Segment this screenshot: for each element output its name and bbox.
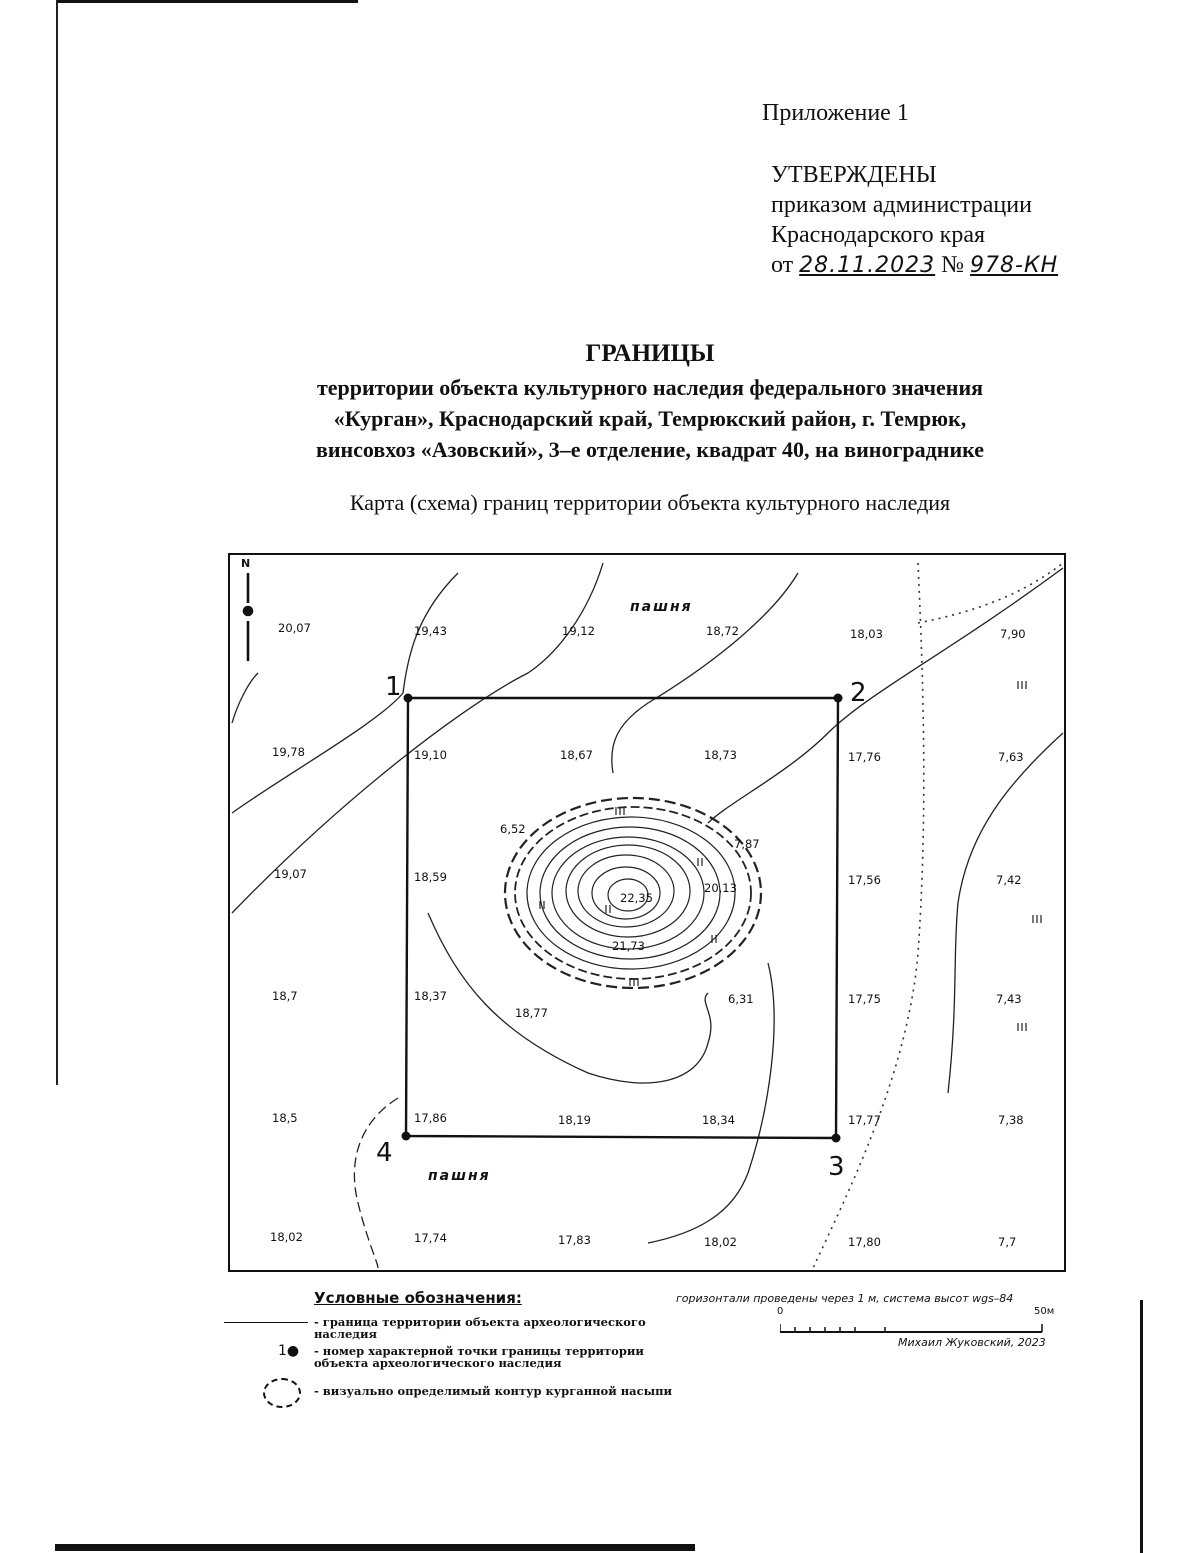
elevation-label: 18,7 [272, 989, 298, 1003]
corner-label-2: 2 [850, 678, 867, 708]
author-note: Михаил Жуковский, 2023 [898, 1336, 1046, 1349]
north-arrow [244, 573, 252, 661]
title-line-3: винсовхоз «Азовский», 3–е отделение, квадрат 40, на винограднике [315, 437, 985, 462]
scan-edge-top [58, 0, 358, 3]
elevation-label: 22,35 [620, 891, 653, 905]
elevation-label: 17,76 [848, 750, 881, 764]
date-prefix: от [771, 252, 794, 278]
order-number: 978-КН [970, 253, 1059, 278]
title-line-2: «Курган», Краснодарский край, Темрюкский район, г. Темрюк, [333, 406, 967, 431]
approved-line-2: Краснодарского края [771, 222, 986, 248]
elevation-label: 7,38 [998, 1113, 1024, 1127]
map-caption: Карта (схема) границ территории объекта культурного наследия [349, 490, 951, 515]
approval-block [771, 160, 1058, 281]
elevation-label: 18,02 [704, 1235, 737, 1249]
corner-label-1: 1 [385, 672, 402, 702]
elevation-label: 19,12 [562, 624, 595, 638]
corner-point-2 [834, 694, 843, 703]
elevation-label: 18,02 [270, 1230, 303, 1244]
elevation-label: 7,42 [996, 873, 1022, 887]
elevation-label: 17,80 [848, 1235, 881, 1249]
approved-title: УТВЕРЖДЕНЫ [771, 162, 937, 188]
legend-mound-desc: - визуально определимый контур курганной насыпи [314, 1384, 673, 1398]
document-title [200, 340, 1100, 465]
elevation-label: 17,74 [414, 1231, 447, 1245]
title-main: ГРАНИЦЫ [585, 340, 715, 367]
elevation-label: 19,43 [414, 624, 447, 638]
number-prefix: № [941, 252, 965, 278]
order-date: 28.11.2023 [799, 253, 936, 278]
elevation-label: 19,78 [272, 745, 305, 759]
scale-start: 0 [777, 1306, 784, 1317]
elevation-label: 18,77 [515, 1006, 548, 1020]
elevation-label: 7,90 [1000, 627, 1026, 641]
north-label: N [241, 557, 251, 570]
title-line-1: территории объекта культурного наследия федерального значения [316, 375, 984, 400]
elevation-label: 7,7 [998, 1235, 1017, 1249]
elevation-label: 18,37 [414, 989, 447, 1003]
elevation-label: 17,77 [848, 1113, 881, 1127]
legend-boundary-line [224, 1322, 308, 1323]
elevation-label: 18,5 [272, 1111, 298, 1125]
corner-point-3 [832, 1134, 841, 1143]
elevation-label: 19,07 [274, 867, 307, 881]
appendix-label: Приложение 1 [762, 100, 909, 126]
order-line [771, 250, 1058, 281]
boundary-polygon [406, 698, 838, 1138]
elevation-label: 17,56 [848, 873, 881, 887]
elevation-label: 18,67 [560, 748, 593, 762]
elevation-label: 7,63 [998, 750, 1024, 764]
elevation-label: 20,13 [704, 881, 737, 895]
elevation-label: 18,03 [850, 627, 883, 641]
corner-label-3: 3 [828, 1152, 845, 1182]
elevation-label: 21,73 [612, 939, 645, 953]
elevation-label: 18,59 [414, 870, 447, 884]
scan-edge-right [1140, 1300, 1143, 1553]
elevation-label: 19,10 [414, 748, 447, 762]
corner-label-4: 4 [376, 1138, 393, 1168]
elevation-label: 18,19 [558, 1113, 591, 1127]
elevation-label: 18,72 [706, 624, 739, 638]
corner-point-4 [402, 1132, 411, 1141]
legend-boundary-desc: - граница территории объекта археологического наследия [314, 1315, 646, 1341]
elevation-label: 17,75 [848, 992, 881, 1006]
contour-lines [232, 563, 1063, 1268]
scale-end: 50м [1034, 1306, 1055, 1317]
approved-line-1: приказом администрации [771, 192, 1032, 218]
map-svg [228, 553, 1068, 1273]
dotted-road [813, 563, 1063, 1268]
elevation-label: 6,31 [728, 992, 754, 1006]
scan-edge-bottom [55, 1544, 695, 1551]
corner-point-1 [404, 694, 413, 703]
elevation-label: 20,07 [278, 621, 311, 635]
boundary-map [228, 553, 1068, 1278]
elevation-label: 7,87 [734, 837, 760, 851]
elevation-label: 17,83 [558, 1233, 591, 1247]
elevation-label: 17,86 [414, 1111, 447, 1125]
legend-mound-symbol [263, 1378, 301, 1408]
field-label-top: пашня [630, 599, 693, 615]
field-label-bottom: пашня [428, 1168, 491, 1184]
legend-point-desc: - номер характерной точки границы территории объекта археологического наследия [314, 1344, 644, 1370]
elevation-label: 6,52 [500, 822, 526, 836]
elevation-label: 18,34 [702, 1113, 735, 1127]
contour-note: горизонтали проведены через 1 м, система высот wgs–84 [676, 1292, 1014, 1305]
elevation-label: 18,73 [704, 748, 737, 762]
elevation-label: 7,43 [996, 992, 1022, 1006]
legend-title: Условные обозначения: [314, 1289, 522, 1307]
legend-point-symbol: 1● [278, 1343, 300, 1359]
scan-edge-left [56, 0, 58, 1085]
